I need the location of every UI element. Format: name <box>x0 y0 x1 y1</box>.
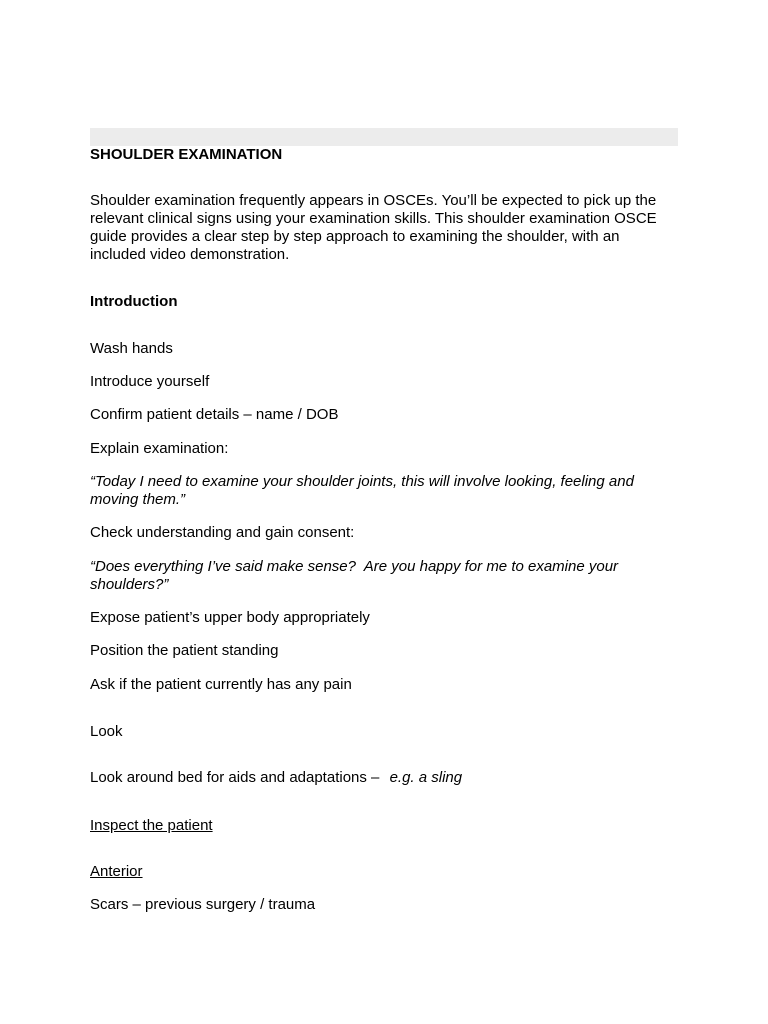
step-introduce: Introduce yourself <box>90 373 210 390</box>
section-heading-introduction: Introduction <box>90 293 178 310</box>
subheading-inspect: Inspect the patient <box>90 817 213 834</box>
step-wash-hands: Wash hands <box>90 340 173 357</box>
intro-paragraph: Shoulder examination frequently appears in OSCEs. You’ll be expected to pick up the relevant clinical signs using your examination skills. This shoulder examination OSCE guide provides a clear step by step approach to examining the shoulder, with an included video demonstration. <box>90 192 657 263</box>
step-pain: Ask if the patient currently has any pain <box>90 676 352 693</box>
look-around-example: e.g. a sling <box>389 769 463 786</box>
step-confirm-details: Confirm patient details – name / DOB <box>90 406 339 423</box>
step-expose: Expose patient’s upper body appropriately <box>90 609 370 626</box>
step-explain: Explain examination: <box>90 440 229 457</box>
look-around-text: Look around bed for aids and adaptations – <box>90 769 380 786</box>
section-heading-look: Look <box>90 723 123 740</box>
document-title: SHOULDER EXAMINATION <box>90 146 283 163</box>
step-check-consent: Check understanding and gain consent: <box>90 524 355 541</box>
consent-quote: “Does everything I’ve said make sense? Are you happy for me to examine your shoulders?” <box>90 558 623 593</box>
look-around-line <box>90 769 462 787</box>
step-position: Position the patient standing <box>90 642 279 659</box>
header-band <box>90 128 678 146</box>
explain-quote: “Today I need to examine your shoulder joints, this will involve looking, feeling and moving them.” <box>90 473 634 508</box>
item-scars: Scars – previous surgery / trauma <box>90 896 316 913</box>
subheading-anterior: Anterior <box>90 863 143 880</box>
